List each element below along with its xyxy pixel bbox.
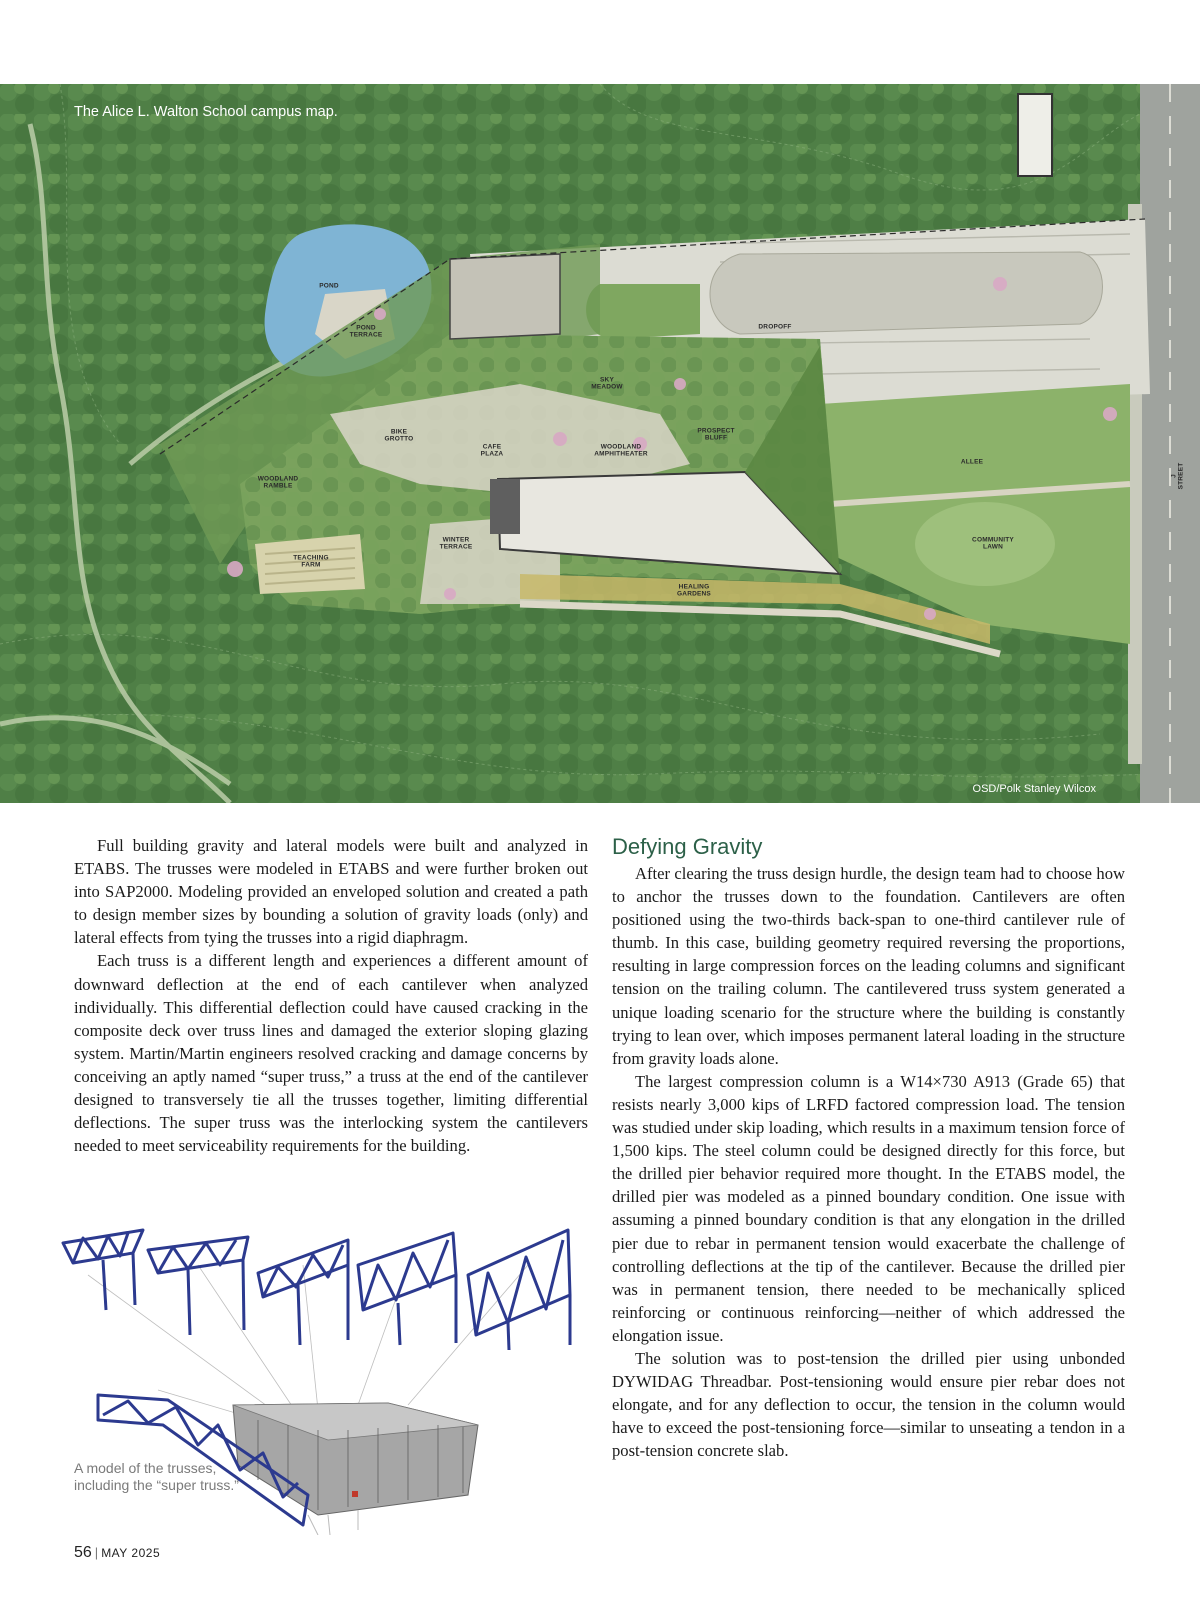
section-heading: Defying Gravity: [612, 834, 763, 859]
label-j-street: J STREET: [1170, 462, 1185, 490]
page-number: 56: [74, 1544, 92, 1561]
body-paragraph: The solution was to post-tension the drilled pier using unbonded DYWIDAG Threadbar. Post-tensioning would ensure pier rebar does not elongate, and for any deflection to occur, the tension in the column would have to exceed the post-tensioning force—similar to unseating a tendon in a post-tension concrete slab.: [612, 1348, 1125, 1461]
label-pond: POND: [319, 282, 339, 290]
body-paragraph: The largest compression column is a W14×730 A913 (Grade 65) that resists nearly 3,000 kips of LRFD factored compression load. The tension was studied under skip loading, which results in a maximum tension force of 1,500 kips. The steel column could be designed directly for this force, but the drilled pier behavior required more thought. In the ETABS model, the drilled pier was modeled as a pinned boundary condition. One issue with assuming a pinned boundary condition is that any elongation in the drilled pier due to rebar in permanent tension would exacerbate the challenge of controlling deflections at the tip of the cantilever. Because the drilled pier was in permanent tension, there needed to be mechanically spliced reinforcing or continuous reinforcing—neither of which addressed the elongation issue.: [612, 1071, 1125, 1345]
label-healing-gardens: HEALING GARDENS: [677, 583, 711, 598]
label-dropoff: DROPOFF: [758, 323, 792, 331]
label-teaching-farm: TEACHING FARM: [293, 554, 329, 569]
label-bike-grotto: BIKE GROTTO: [384, 428, 414, 443]
label-prospect-bluff: PROSPECT BLUFF: [697, 427, 735, 442]
footer-separator: |: [94, 1545, 99, 1560]
body-paragraph: Each truss is a different length and experiences a different amount of downward deflection at the end of each cantilever when analyzed individually. This differential deflection could have caused cracking in the composite deck over truss lines and damaged the exterior sloping glazing system. Martin/Martin engineers resolved cracking and damage concerns by conceiving an aptly named “super truss,” a truss at the end of the cantilever designed to transversely tie all the trusses together, limiting differential deflections. The super truss was the interlocking system the cantilevers needed to meet serviceability requirements for the building.: [74, 951, 588, 1156]
right-column: [612, 834, 1125, 1462]
label-sky-meadow: SKY MEADOW: [591, 376, 623, 391]
map-credit: OSD/Polk Stanley Wilcox: [972, 783, 1096, 795]
label-woodland-amphitheater: WOODLAND AMPHITHEATER: [594, 443, 648, 458]
campus-map-figure: [0, 84, 1200, 803]
page-footer: [74, 1544, 160, 1562]
label-community-lawn: COMMUNITY LAWN: [972, 536, 1014, 551]
label-woodland-ramble: WOODLAND RAMBLE: [257, 475, 299, 490]
truss-caption: A model of the trusses, including the “super truss.”: [74, 1460, 239, 1493]
label-cafe-plaza: CAFE PLAZA: [480, 443, 504, 458]
body-paragraph: Full building gravity and lateral models were built and analyzed in ETABS. The trusses were modeled in ETABS and were further broken out into SAP2000. Modeling provided an enveloped solution and created a path to design member sizes by bounding a solution of gravity loads (only) and lateral effects from tying the trusses into a rigid diaphragm.: [74, 836, 588, 948]
body-paragraph: After clearing the truss design hurdle, the design team had to choose how to anchor the trusses down to the foundation. Cantilevers are often positioned using the two-thirds back-span to one-third cantilever rule of thumb. In this case, building geometry required reversing the proportions, resulting in large compression forces on the leading columns and significant tension on the trailing column. The cantilevered truss system generated a unique loading scenario for the structure where the building is constantly trying to lean over, which imposes permanent lateral loading in the structure from gravity loads alone.: [612, 864, 1125, 1068]
label-pond-terrace: POND TERRACE: [349, 324, 383, 339]
label-allee: ALLEE: [960, 458, 984, 466]
map-caption: The Alice L. Walton School campus map.: [74, 104, 338, 120]
left-column: [74, 834, 588, 1157]
label-winter-terrace: WINTER TERRACE: [439, 536, 473, 551]
issue-date: MAY 2025: [101, 1546, 161, 1560]
